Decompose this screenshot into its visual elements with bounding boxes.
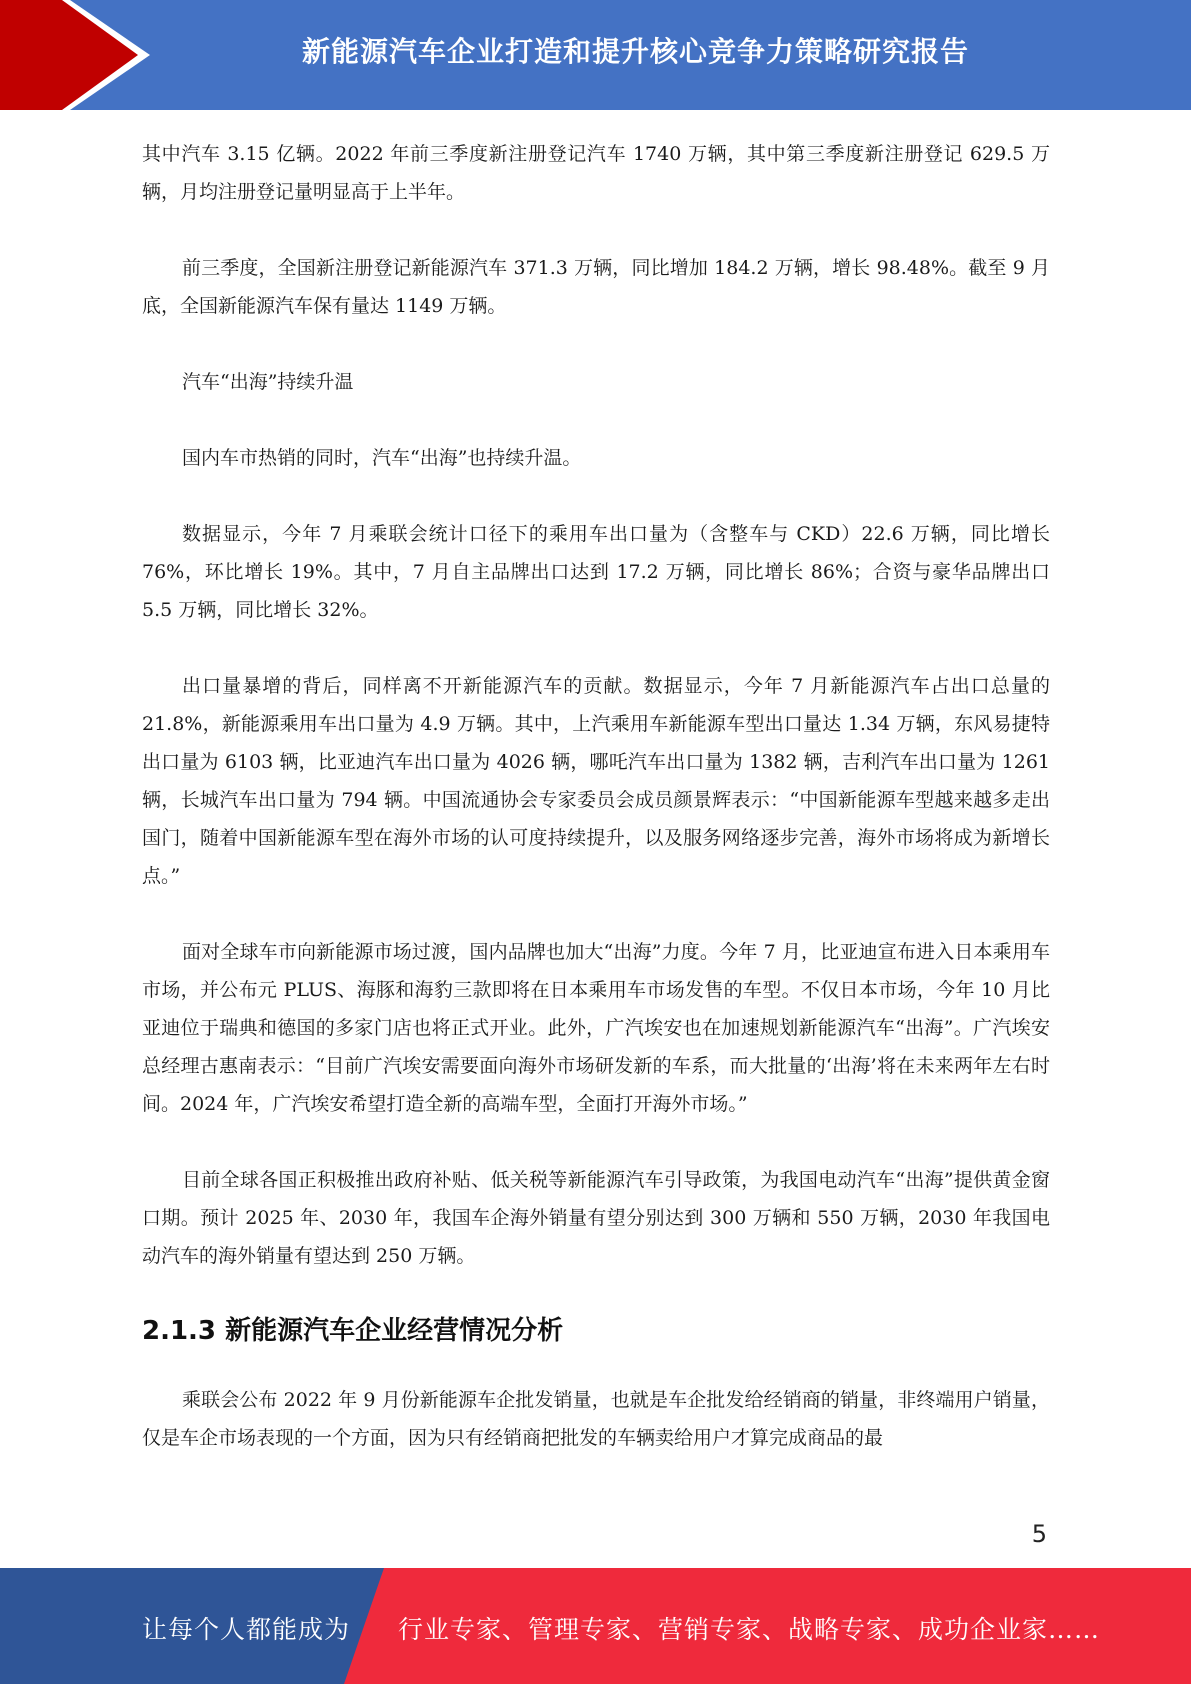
paragraph: 前三季度，全国新注册登记新能源汽车 371.3 万辆，同比增加 184.2 万辆，增长 98.48%。截至 9 月底，全国新能源汽车保有量达 1149 万辆。 <box>142 257 1050 317</box>
document-body <box>142 135 1050 1495</box>
paragraph: 数据显示，今年 7 月乘联会统计口径下的乘用车出口量为（含整车与 CKD）22.6 万辆，同比增长 76%，环比增长 19%。其中，7 月自主品牌出口达到 17.2 万辆，同比增长 86%；合资与豪华品牌出口 5.5 万辆，同比增长 32%。 <box>142 523 1050 621</box>
header-chevron-icon <box>0 0 160 110</box>
section-heading: 2.1.3 新能源汽车企业经营情况分析 <box>142 1316 564 1346</box>
subheading-paragraph: 汽车“出海”持续升温 <box>182 371 354 393</box>
footer-slogan-left: 让每个人都能成为 <box>142 1615 351 1644</box>
paragraph: 面对全球车市向新能源市场过渡，国内品牌也加大“出海”力度。今年 7 月，比亚迪宣布进入日本乘用车市场，并公布元 PLUS、海豚和海豹三款即将在日本乘用车市场发售的车型。不仅日本市场，今年 10 月比亚迪位于瑞典和德国的多家门店也将正式开业。此外，广汽埃安也在加速规划新能源汽车“出海”。广汽埃安总经理古惠南表示：“目前广汽埃安需要面向海外市场研发新的车系，而大批量的‘出海’将在未来两年左右时间。2024 年，广汽埃安希望打造全新的高端车型，全面打开海外市场。” <box>142 941 1050 1115</box>
footer-slogan-right: 行业专家、管理专家、营销专家、战略专家、成功企业家…… <box>398 1615 1101 1644</box>
report-title: 新能源汽车企业打造和提升核心竞争力策略研究报告 <box>301 35 969 68</box>
page-number: 5 <box>1031 1520 1047 1548</box>
paragraph: 国内车市热销的同时，汽车“出海”也持续升温。 <box>182 447 582 469</box>
paragraph: 乘联会公布 2022 年 9 月份新能源车企批发销量，也就是车企批发给经销商的销量，非终端用户销量，仅是车企市场表现的一个方面，因为只有经销商把批发的车辆卖给用户才算完成商品的最 <box>142 1389 1050 1449</box>
paragraph: 其中汽车 3.15 亿辆。2022 年前三季度新注册登记汽车 1740 万辆，其中第三季度新注册登记 629.5 万辆，月均注册登记量明显高于上半年。 <box>142 143 1050 203</box>
footer-banner <box>0 1568 1191 1684</box>
paragraph: 出口量暴增的背后，同样离不开新能源汽车的贡献。数据显示，今年 7 月新能源汽车占出口总量的 21.8%，新能源乘用车出口量为 4.9 万辆。其中，上汽乘用车新能源车型出口量达 1.34 万辆，东风易捷特出口量为 6103 辆，比亚迪汽车出口量为 4026 辆，哪吒汽车出口量为 1382 辆，吉利汽车出口量为 1261 辆，长城汽车出口量为 794 辆。中国流通协会专家委员会成员颜景辉表示：“中国新能源车型越来越多走出国门，随着中国新能源车型在海外市场的认可度持续提升，以及服务网络逐步完善，海外市场将成为新增长点。” <box>142 675 1050 887</box>
header-banner <box>0 0 1191 110</box>
paragraph: 目前全球各国正积极推出政府补贴、低关税等新能源汽车引导政策，为我国电动汽车“出海”提供黄金窗口期。预计 2025 年、2030 年，我国车企海外销量有望分别达到 300 万辆和 550 万辆，2030 年我国电动汽车的海外销量有望达到 250 万辆。 <box>142 1169 1050 1267</box>
